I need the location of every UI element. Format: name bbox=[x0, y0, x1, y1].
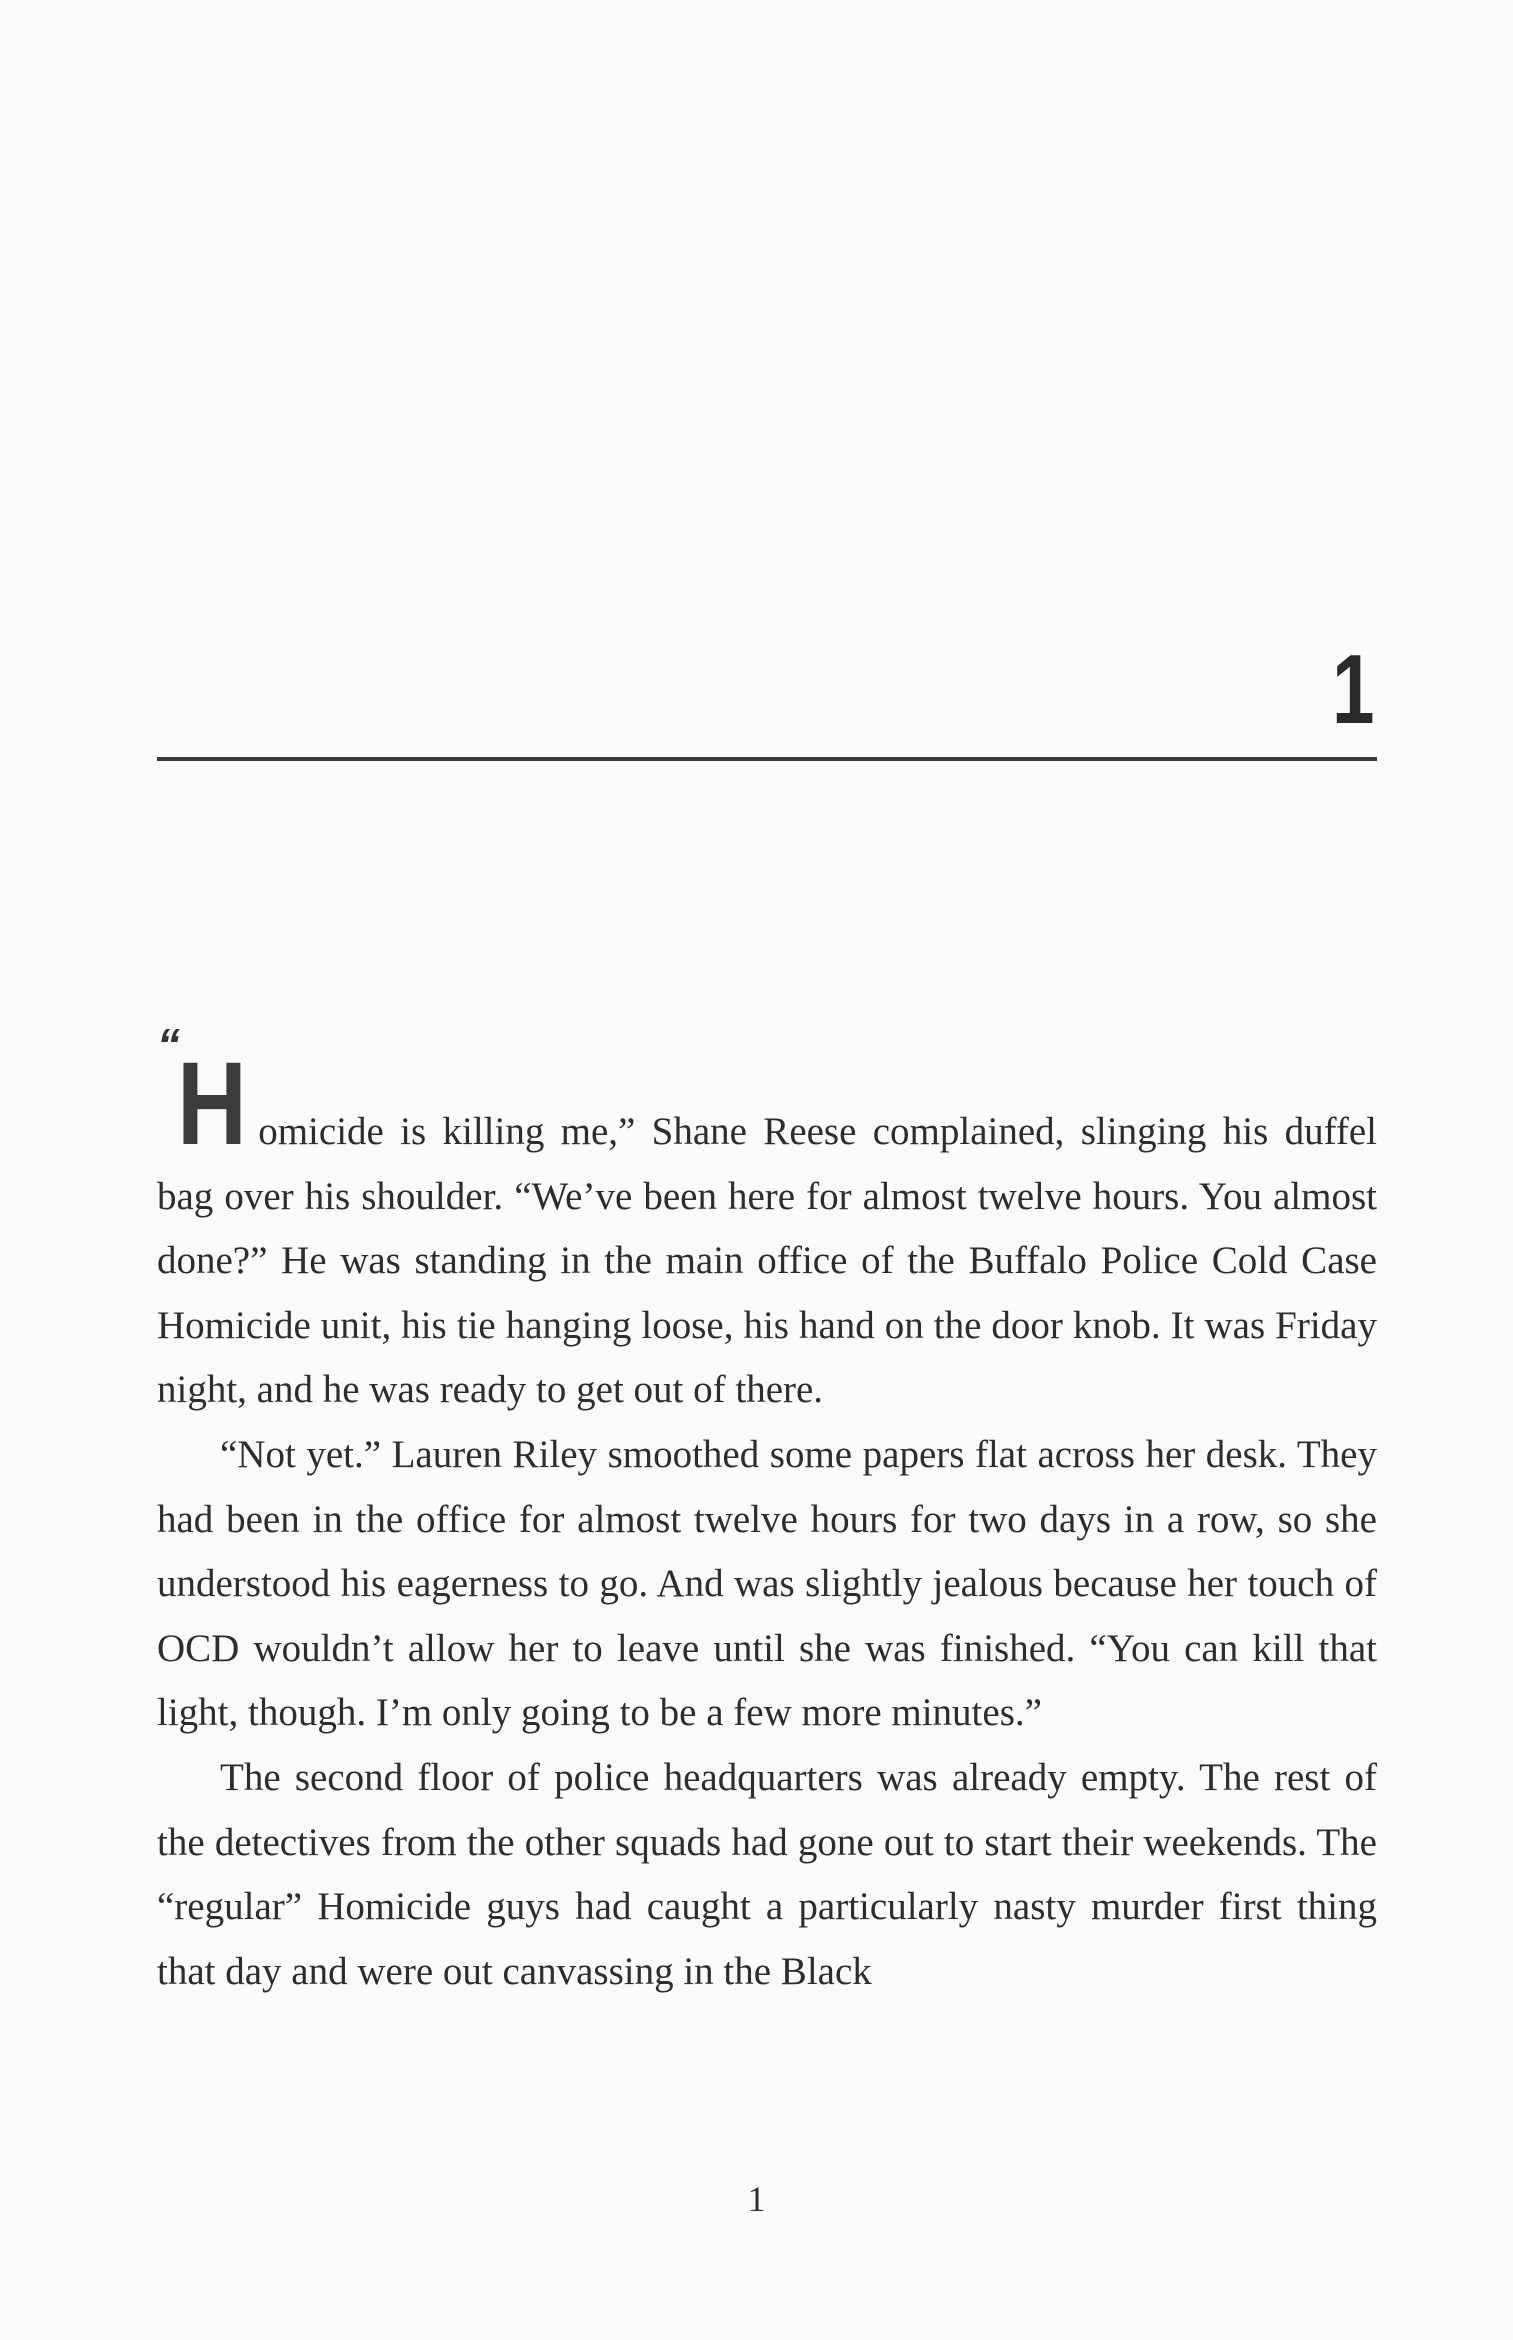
opening-paragraph-text: omicide is killing me,” Shane Reese complained, slinging his duffel bag over his shoulder. “We’ve been here for almost twelve hours. You almost done?” He was standing in the main office of the Buffalo Police Cold Case Homicide unit, his tie hanging loose, his hand on the door knob. It was Friday night, and he was ready to get out of there. bbox=[157, 1110, 1377, 1412]
opening-paragraph: “ H omicide is killing me,” Shane Reese complained, slinging his duffel bag over his shoulder. “We’ve been here for almost twelve hours. You almost done?” He was standing in the main office of the Buffalo Police Cold Case Homicide unit, his tie hanging loose, his hand on the door knob. It was Friday night, and he was ready to get out of there. bbox=[157, 1019, 1377, 1412]
page-number: 1 bbox=[747, 2179, 766, 2219]
chapter-number: 1 bbox=[1332, 634, 1375, 744]
paragraph: “Not yet.” Lauren Riley smoothed some papers flat across her desk. They had been in the office for almost twelve hours for two days in a row, so she understood his eagerness to go. And was slightly jealous because her touch of OCD wouldn’t allow her to leave until she was finished. “You can kill that light, though. I’m only going to be a few more minutes.” bbox=[157, 1432, 1377, 1735]
drop-cap-open-quote: “ bbox=[157, 1019, 180, 1071]
chapter-rule bbox=[157, 757, 1377, 761]
body-text bbox=[157, 1019, 1377, 2004]
paragraph: The second floor of police headquarters was already empty. The rest of the detectives from the other squads had gone out to start their weekends. The “regular” Homicide guys had caught a particularly nasty murder first thing that day and were out canvassing in the Black bbox=[157, 1755, 1377, 1993]
